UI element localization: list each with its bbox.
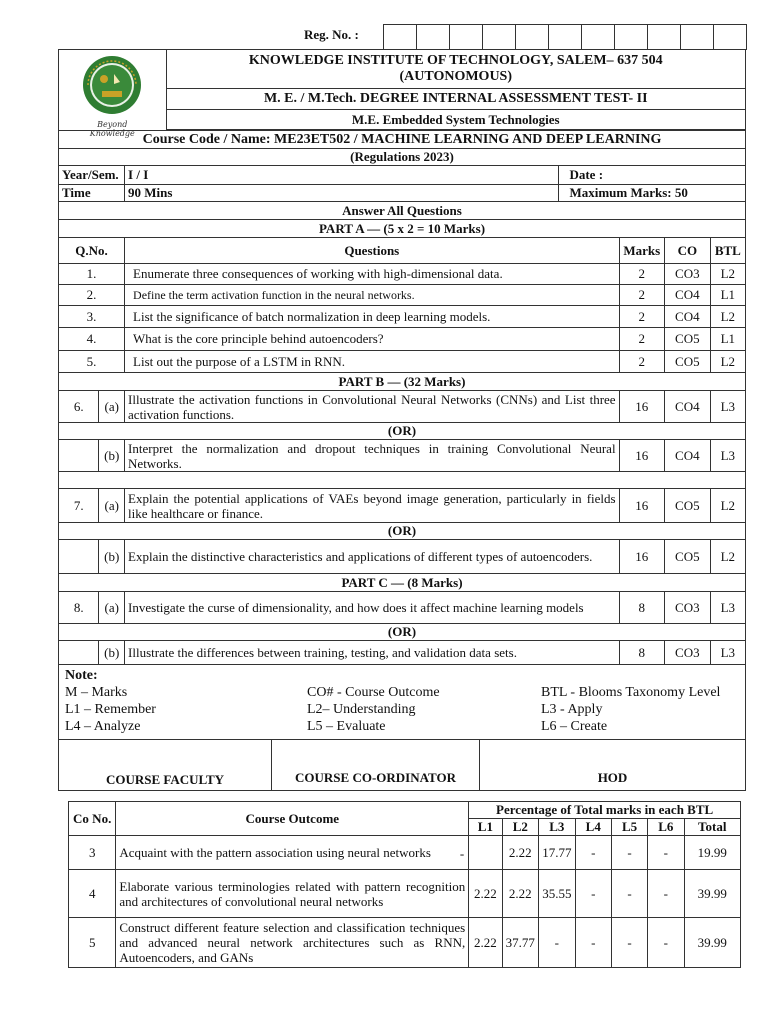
spacer-row bbox=[59, 472, 746, 489]
course-outcome-header: Course Outcome bbox=[116, 802, 469, 836]
q-text: Explain the potential applications of VAEs beyond image generation, particularly in fields like healthcare or finance. bbox=[125, 489, 620, 523]
note-item: CO# - Course Outcome bbox=[307, 684, 440, 700]
part-b-row bbox=[59, 440, 746, 472]
reg-box bbox=[482, 24, 516, 50]
level-header: L3 bbox=[539, 819, 576, 836]
q-co: CO3 bbox=[665, 641, 711, 665]
answer-all: Answer All Questions bbox=[59, 202, 746, 220]
q-marks: 2 bbox=[619, 264, 664, 285]
co-outcome-text: Elaborate various terminologies related with pattern recognition and architectures of convolutional neural networks bbox=[116, 870, 469, 918]
q-number: 5. bbox=[59, 351, 125, 373]
part-a-title: PART A — (5 x 2 = 10 Marks) bbox=[59, 220, 746, 238]
co-value: - bbox=[648, 836, 684, 870]
reg-box bbox=[647, 24, 681, 50]
q-marks: 8 bbox=[619, 592, 664, 624]
q-marks: 8 bbox=[619, 641, 664, 665]
logo-motto: Beyond Knowledge bbox=[89, 120, 135, 138]
co-value bbox=[469, 836, 502, 870]
q-option-label: (a) bbox=[99, 592, 125, 624]
q-btl: L2 bbox=[710, 264, 745, 285]
co-no-header: Co No. bbox=[69, 802, 116, 836]
part-a-row bbox=[59, 285, 746, 306]
hod-label: HOD bbox=[597, 770, 628, 785]
co-value: - bbox=[575, 836, 611, 870]
or-separator: (OR) bbox=[59, 523, 746, 540]
q-number: 8. bbox=[59, 592, 99, 624]
q-btl: L3 bbox=[710, 641, 745, 665]
percentage-header: Percentage of Total marks in each BTL bbox=[469, 802, 741, 819]
reg-no-label: Reg. No. : bbox=[304, 27, 359, 42]
co-value: 17.77 bbox=[539, 836, 576, 870]
reg-box bbox=[515, 24, 549, 50]
q-btl: L1 bbox=[710, 285, 745, 306]
co-value: 39.99 bbox=[684, 918, 741, 968]
note-item: M – Marks bbox=[65, 684, 128, 700]
q-text: Define the term activation function in the neural networks. bbox=[125, 285, 620, 306]
header-marks: Marks bbox=[619, 238, 664, 264]
co-value: - bbox=[539, 918, 576, 968]
co-row bbox=[69, 870, 741, 918]
co-value: - bbox=[611, 870, 647, 918]
part-a-row bbox=[59, 264, 746, 285]
note-item: L6 – Create bbox=[541, 718, 608, 734]
max-marks: Maximum Marks: 50 bbox=[559, 185, 746, 202]
co-value: 19.99 bbox=[684, 836, 741, 870]
q-number: 4. bbox=[59, 328, 125, 351]
part-b-title: PART B — (32 Marks) bbox=[59, 373, 746, 391]
time-value: 90 Mins bbox=[125, 185, 559, 202]
co-value: 39.99 bbox=[684, 870, 741, 918]
note-item: L1 – Remember bbox=[65, 701, 156, 717]
q-option-label: (b) bbox=[99, 540, 125, 574]
reg-box bbox=[416, 24, 450, 50]
level-header: L6 bbox=[648, 819, 684, 836]
q-co: CO4 bbox=[665, 306, 711, 328]
co-value: 37.77 bbox=[502, 918, 539, 968]
note-item: BTL - Blooms Taxonomy Level bbox=[541, 684, 721, 700]
q-co: CO4 bbox=[665, 440, 711, 472]
or-separator: (OR) bbox=[59, 423, 746, 440]
q-text: What is the core principle behind autoencoders? bbox=[125, 328, 620, 351]
date-label: Date : bbox=[559, 166, 746, 185]
reg-box bbox=[614, 24, 648, 50]
part-c-row bbox=[59, 641, 746, 665]
q-btl: L3 bbox=[710, 592, 745, 624]
level-header: L1 bbox=[469, 819, 502, 836]
co-value: - bbox=[611, 836, 647, 870]
course-faculty-label: COURSE FACULTY bbox=[59, 740, 272, 790]
co-number: 4 bbox=[69, 870, 116, 918]
q-btl: L3 bbox=[710, 440, 745, 472]
or-separator: (OR) bbox=[59, 624, 746, 641]
reg-box bbox=[581, 24, 615, 50]
header-co: CO bbox=[665, 238, 711, 264]
reg-box bbox=[383, 24, 417, 50]
co-value: - bbox=[648, 870, 684, 918]
q-text: Explain the distinctive characteristics and applications of different types of autoencoders. bbox=[125, 540, 620, 574]
logo-cell bbox=[59, 50, 167, 138]
q-text: Illustrate the activation functions in Convolutional Neural Networks (CNNs) and List three activation functions. bbox=[125, 391, 620, 423]
co-value: 2.22 bbox=[469, 918, 502, 968]
note-title: Note: bbox=[65, 667, 98, 683]
co-row bbox=[69, 918, 741, 968]
part-a-row bbox=[59, 351, 746, 373]
course-name: Course Code / Name: ME23ET502 / MACHINE LEARNING AND DEEP LEARNING bbox=[59, 131, 746, 149]
course-coordinator-label: COURSE CO-ORDINATOR bbox=[272, 740, 480, 790]
q-btl: L2 bbox=[710, 540, 745, 574]
level-header: Total bbox=[684, 819, 741, 836]
q-marks: 2 bbox=[619, 306, 664, 328]
q-text: List the significance of batch normalization in deep learning models. bbox=[125, 306, 620, 328]
part-b-row bbox=[59, 540, 746, 574]
q-option-label: (b) bbox=[99, 641, 125, 665]
level-header: L2 bbox=[502, 819, 539, 836]
q-co: CO3 bbox=[665, 592, 711, 624]
q-text: Illustrate the differences between training, testing, and validation data sets. bbox=[125, 641, 620, 665]
q-marks: 2 bbox=[619, 351, 664, 373]
q-btl: L2 bbox=[710, 351, 745, 373]
program-name: M.E. Embedded System Technologies bbox=[166, 110, 746, 129]
q-co: CO5 bbox=[665, 351, 711, 373]
level-header: L4 bbox=[575, 819, 611, 836]
part-b-row bbox=[59, 391, 746, 423]
q-number: 3. bbox=[59, 306, 125, 328]
q-marks: 2 bbox=[619, 285, 664, 306]
header-btl: BTL bbox=[710, 238, 745, 264]
co-extra-mark: - bbox=[459, 846, 465, 861]
notes-block bbox=[59, 665, 746, 740]
signature-row bbox=[59, 740, 746, 791]
part-a-row bbox=[59, 328, 746, 351]
q-text: List out the purpose of a LSTM in RNN. bbox=[125, 351, 620, 373]
co-outcome-text: Construct different feature selection and classification techniques and advanced neural network architectures such as RNN, Autoencoders, and GANs bbox=[116, 918, 469, 968]
question-paper-table bbox=[58, 49, 746, 791]
co-value: 2.22 bbox=[502, 870, 539, 918]
co-value: - bbox=[611, 918, 647, 968]
q-co: CO4 bbox=[665, 285, 711, 306]
q-co: CO4 bbox=[665, 391, 711, 423]
q-number: 2. bbox=[59, 285, 125, 306]
exam-title: M. E. / M.Tech. DEGREE INTERNAL ASSESSMENT TEST- II bbox=[166, 88, 746, 110]
co-value: 35.55 bbox=[539, 870, 576, 918]
autonomous-label: (AUTONOMOUS) bbox=[399, 68, 513, 84]
co-value: - bbox=[575, 870, 611, 918]
co-outcome-text: Acquaint with the pattern association using neural networks bbox=[119, 845, 431, 860]
q-number: 1. bbox=[59, 264, 125, 285]
co-value: 2.22 bbox=[502, 836, 539, 870]
q-btl: L3 bbox=[710, 391, 745, 423]
q-marks: 16 bbox=[619, 391, 664, 423]
note-item: L3 - Apply bbox=[541, 701, 603, 717]
co-value: - bbox=[648, 918, 684, 968]
note-item: L5 – Evaluate bbox=[307, 718, 386, 734]
co-row bbox=[69, 836, 741, 870]
part-c-title: PART C — (8 Marks) bbox=[59, 574, 746, 592]
q-text: Investigate the curse of dimensionality, and how does it affect machine learning models bbox=[125, 592, 620, 624]
year-label: Year/Sem. bbox=[59, 166, 125, 185]
reg-no-boxes bbox=[384, 24, 747, 50]
q-option-label: (b) bbox=[99, 440, 125, 472]
q-co: CO5 bbox=[665, 489, 711, 523]
co-value: - bbox=[575, 918, 611, 968]
q-option-label: (a) bbox=[99, 391, 125, 423]
reg-box bbox=[713, 24, 747, 50]
q-co: CO3 bbox=[665, 264, 711, 285]
reg-no bbox=[304, 22, 394, 48]
institute-logo bbox=[74, 54, 150, 138]
part-b-row bbox=[59, 489, 746, 523]
q-co: CO5 bbox=[665, 328, 711, 351]
q-co: CO5 bbox=[665, 540, 711, 574]
course-outcome-table bbox=[68, 801, 741, 968]
reg-box bbox=[680, 24, 714, 50]
q-marks: 16 bbox=[619, 440, 664, 472]
q-text: Interpret the normalization and dropout techniques in training Convolutional Neural Networks. bbox=[125, 440, 620, 472]
q-text: Enumerate three consequences of working with high-dimensional data. bbox=[125, 264, 620, 285]
co-number: 3 bbox=[69, 836, 116, 870]
note-item: L2– Understanding bbox=[307, 701, 416, 717]
reg-box bbox=[548, 24, 582, 50]
q-number: 6. bbox=[59, 391, 99, 423]
regulation: (Regulations 2023) bbox=[59, 149, 746, 166]
part-a-row bbox=[59, 306, 746, 328]
q-marks: 16 bbox=[619, 540, 664, 574]
part-c-row bbox=[59, 592, 746, 624]
q-btl: L2 bbox=[710, 489, 745, 523]
year-value: I / I bbox=[125, 166, 559, 185]
institute-name: KNOWLEDGE INSTITUTE OF TECHNOLOGY, SALEM– 637 504 bbox=[248, 52, 663, 68]
q-marks: 2 bbox=[619, 328, 664, 351]
q-btl: L2 bbox=[710, 306, 745, 328]
header-questions: Questions bbox=[125, 238, 620, 264]
level-header: L5 bbox=[611, 819, 647, 836]
header-qno: Q.No. bbox=[59, 238, 125, 264]
note-item: L4 – Analyze bbox=[65, 718, 141, 734]
institute-seal-icon bbox=[74, 54, 150, 116]
q-marks: 16 bbox=[619, 489, 664, 523]
q-option-label: (a) bbox=[99, 489, 125, 523]
co-number: 5 bbox=[69, 918, 116, 968]
reg-box bbox=[449, 24, 483, 50]
co-value: 2.22 bbox=[469, 870, 502, 918]
time-label: Time bbox=[59, 185, 125, 202]
q-btl: L1 bbox=[710, 328, 745, 351]
q-number: 7. bbox=[59, 489, 99, 523]
